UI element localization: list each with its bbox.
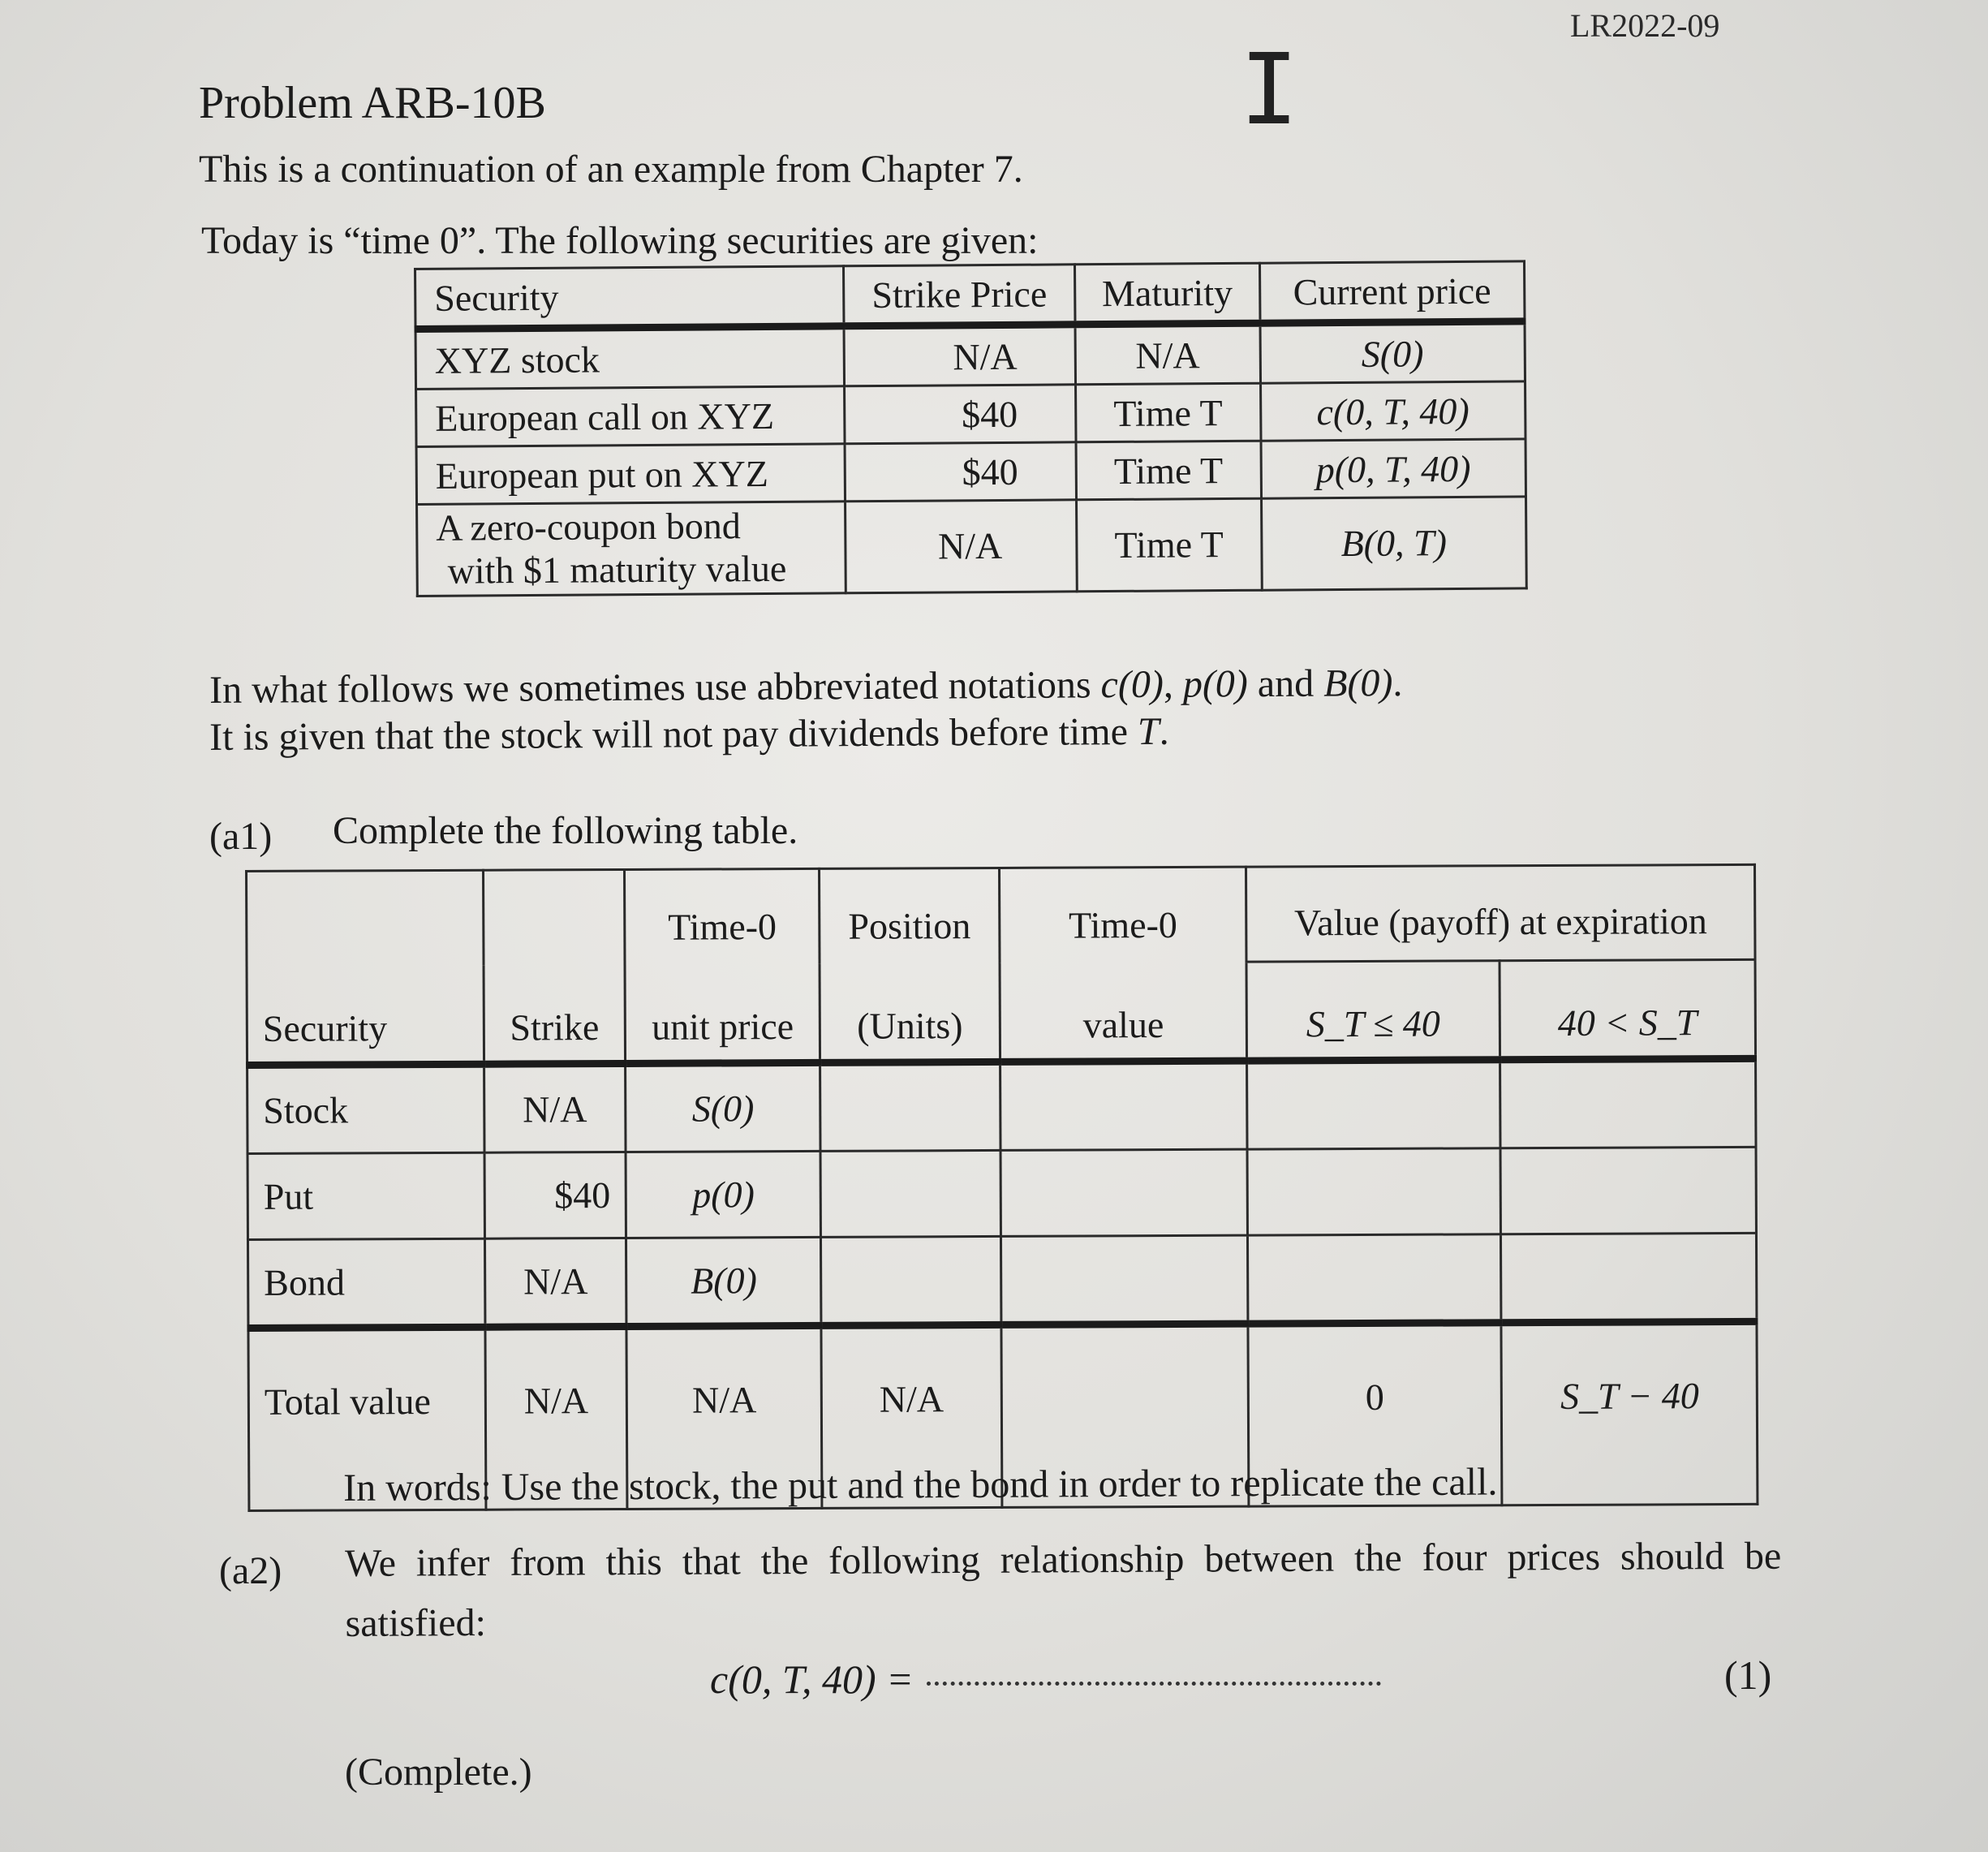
equation-blank[interactable] — [927, 1682, 1381, 1686]
notes-line-2 — [209, 708, 1169, 761]
row-security: Stock — [247, 1064, 484, 1153]
notation-p0: p(0) — [1182, 662, 1248, 706]
security-name: European put on XYZ — [416, 444, 846, 505]
notes-sep: , — [1163, 662, 1184, 706]
part-a2-label: (a2) — [219, 1549, 282, 1592]
row-strike: N/A — [484, 1063, 626, 1152]
total-strike: N/A — [485, 1326, 628, 1510]
blank-value-cell[interactable] — [1000, 1149, 1248, 1236]
problem-title: Problem ARB-10B — [199, 78, 546, 128]
blank-payoff-low-cell[interactable] — [1247, 1060, 1500, 1149]
row-security: Bond — [247, 1238, 484, 1328]
unit-price-formula: S(0) — [691, 1088, 755, 1130]
complete-note: (Complete.) — [345, 1751, 532, 1794]
table-row — [247, 1058, 1756, 1153]
blank-payoff-low-cell[interactable] — [1247, 1148, 1500, 1235]
row-strike: $40 — [484, 1152, 626, 1238]
header-value: value — [1000, 962, 1247, 1062]
notation-t: T — [1137, 709, 1160, 754]
blank-payoff-high-cell[interactable] — [1500, 1147, 1757, 1234]
table-row — [416, 439, 1525, 505]
table-row — [417, 497, 1527, 596]
current-price — [1261, 497, 1526, 590]
current-price — [1260, 321, 1525, 383]
header-blank — [247, 870, 484, 966]
header-position: (Units) — [820, 963, 1000, 1062]
security-name: European call on XYZ — [416, 386, 846, 447]
row-unit-price — [626, 1151, 821, 1238]
header-security: Security — [247, 965, 484, 1065]
completion-table — [245, 864, 1758, 1512]
security-name-line-1: A zero-coupon bond — [436, 505, 741, 549]
part-a1-text: Complete the following table. — [333, 809, 798, 852]
header-value-top: Time-0 — [999, 867, 1246, 963]
in-words-text: In words: Use the stock, the put and the bond in order to replicate the call. — [343, 1460, 1498, 1510]
notes-text: It is given that the stock will not pay dividends before time — [209, 710, 1138, 759]
header-strike-price: Strike Price — [844, 265, 1075, 326]
header-security: Security — [415, 266, 845, 329]
notation-b0: B(0) — [1323, 661, 1393, 705]
unit-price-formula: p(0) — [692, 1174, 755, 1216]
notes-text: In what follows we sometimes use abbreviated notations — [209, 663, 1101, 712]
completion-header-row-top — [247, 864, 1755, 966]
securities-table — [414, 260, 1528, 597]
price-formula: B(0, T) — [1340, 522, 1448, 565]
blank-position-cell[interactable] — [821, 1236, 1001, 1325]
blank-payoff-high-cell[interactable] — [1500, 1233, 1757, 1322]
payoff-high-formula: 40 < S_T — [1557, 1001, 1698, 1044]
blank-position-cell[interactable] — [820, 1062, 1000, 1151]
total-payoff-high-formula: S_T − 40 — [1560, 1375, 1699, 1417]
header-maturity: Maturity — [1074, 263, 1259, 325]
document-id: LR2022-09 — [1570, 7, 1720, 44]
maturity: Time T — [1075, 383, 1260, 442]
header-unit-price: unit price — [625, 963, 820, 1063]
notes-line-1 — [209, 660, 1403, 714]
total-label: Total value — [248, 1327, 486, 1510]
current-price — [1260, 381, 1525, 441]
part-a1-label: (a1) — [209, 815, 273, 858]
strike-price: N/A — [846, 500, 1077, 593]
unit-price-formula: B(0) — [691, 1260, 757, 1302]
total-position: N/A — [821, 1324, 1002, 1508]
price-formula: p(0, T, 40) — [1315, 447, 1471, 490]
equation-lhs: c(0, T, 40) = — [710, 1656, 914, 1702]
table-row — [247, 1147, 1756, 1239]
header-unit-price-top: Time-0 — [625, 868, 820, 964]
row-strike: N/A — [484, 1238, 626, 1327]
security-name: XYZ stock — [415, 326, 845, 390]
notes-end: . — [1392, 661, 1403, 705]
payoff-low-formula: S_T ≤ 40 — [1306, 1002, 1440, 1045]
blank-payoff-high-cell[interactable] — [1500, 1058, 1756, 1148]
notes-end: . — [1159, 709, 1169, 753]
current-price — [1261, 439, 1526, 498]
table-row — [247, 1233, 1756, 1328]
header-payoff-high — [1500, 959, 1756, 1059]
security-name — [417, 502, 846, 596]
table-row — [416, 381, 1525, 447]
price-formula: c(0, T, 40) — [1316, 390, 1469, 433]
header-blank — [483, 869, 625, 965]
header-payoff: Value (payoff) at expiration — [1246, 864, 1755, 962]
text-cursor-icon: I — [1240, 34, 1299, 147]
part-a2-text: We infer from this that the following relationship between the four prices should be satisfied: — [345, 1534, 1782, 1646]
strike-price: $40 — [845, 442, 1076, 502]
equation-number: (1) — [1724, 1652, 1772, 1698]
table-row — [415, 321, 1525, 390]
blank-value-cell[interactable] — [1000, 1235, 1248, 1324]
header-payoff-low — [1246, 961, 1500, 1061]
completion-header-row-bottom — [247, 959, 1756, 1065]
total-payoff-low: 0 — [1248, 1323, 1501, 1506]
blank-payoff-low-cell[interactable] — [1248, 1234, 1501, 1324]
intro-line-2: Today is “time 0”. The following securities are given: — [201, 219, 1039, 262]
blank-position-cell[interactable] — [820, 1150, 1000, 1237]
strike-price: $40 — [845, 385, 1076, 444]
row-unit-price — [626, 1237, 821, 1326]
equation-line — [710, 1656, 1381, 1703]
header-position-top: Position — [820, 868, 1000, 963]
price-formula: S(0) — [1361, 332, 1424, 375]
maturity: N/A — [1075, 323, 1260, 385]
row-unit-price — [626, 1062, 820, 1152]
maturity: Time T — [1076, 498, 1262, 591]
row-security: Put — [247, 1152, 484, 1239]
total-payoff-high — [1500, 1321, 1757, 1505]
security-name-line-2: with $1 maturity value — [447, 547, 787, 592]
total-unit-price: N/A — [626, 1325, 822, 1509]
securities-header-row — [415, 261, 1525, 329]
intro-line-1: This is a continuation of an example from Chapter 7. — [199, 148, 1023, 191]
notation-c0: c(0) — [1100, 662, 1164, 707]
blank-value-cell[interactable] — [1000, 1061, 1248, 1150]
notes-and: and — [1247, 661, 1324, 706]
header-strike: Strike — [484, 964, 626, 1064]
strike-price: N/A — [844, 325, 1075, 386]
maturity: Time T — [1076, 441, 1261, 500]
header-current-price: Current price — [1259, 261, 1525, 323]
